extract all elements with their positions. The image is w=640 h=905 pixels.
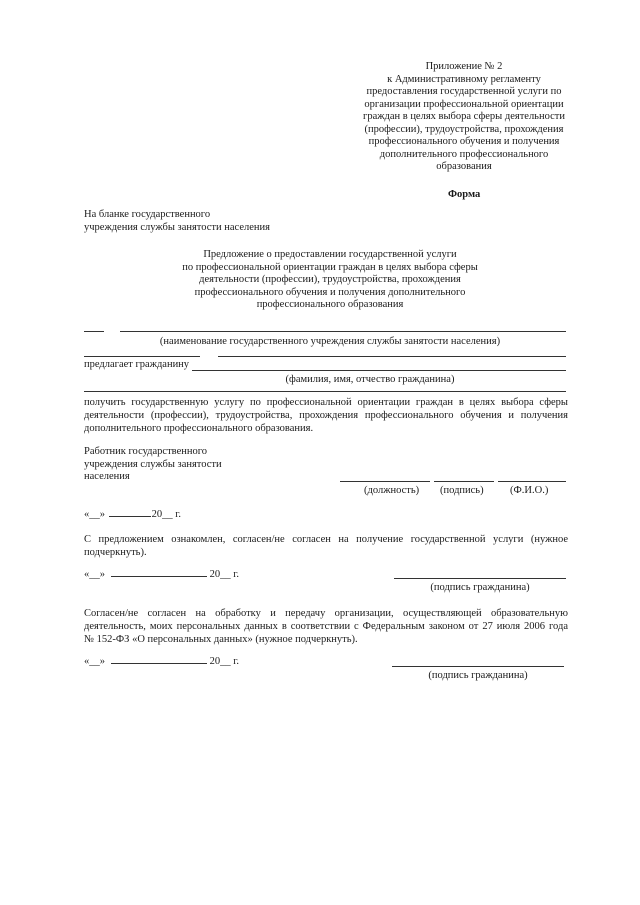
citizen-signature-caption-2: (подпись гражданина): [428, 670, 528, 681]
appendix-line: дополнительного профессионального: [379, 148, 549, 160]
worker-fio-blank: [498, 481, 566, 482]
title-line: профессионального обучения и получения дополнительного: [194, 286, 466, 298]
offers-blank-top-right: [218, 356, 566, 357]
agreement-2-line: Согласен/не согласен на обработку и передачу организации, осуществляющей образовательную: [84, 608, 568, 619]
document-title: [140, 249, 520, 312]
worker-fio-caption: (Ф.И.О.): [510, 485, 549, 496]
agreement-1: [84, 533, 568, 559]
citizen-signature-blank-1: [394, 578, 566, 579]
agreement-1-line: С предложением ознакомлен, согласен/не согласен на получение государственной услуги (нужное: [84, 534, 568, 545]
agreement-2: [84, 607, 568, 646]
appendix-line: предоставления государственной услуги по: [366, 86, 562, 97]
worker-signature-blank: [434, 481, 494, 482]
date-day: «__»: [84, 569, 105, 580]
worker-position-caption: (должность): [364, 485, 420, 496]
form-label: Форма: [448, 189, 481, 200]
date-1: [84, 509, 181, 522]
worker-block: [84, 446, 222, 484]
date-year-prefix: 20: [209, 569, 221, 580]
appendix-block: [352, 61, 576, 174]
offers-label: предлагает гражданину: [84, 359, 190, 370]
worker-line: учреждения службы занятости: [84, 458, 222, 470]
agreement-2-line: деятельность, моих персональных данных в соответствии с Федеральным законом от 27 июля 2006 года: [84, 621, 568, 632]
date-year-suffix: __ г.: [162, 509, 181, 520]
date-day: «__»: [84, 509, 105, 520]
fio-caption: (фамилия, имя, отчество гражданина): [285, 374, 455, 385]
letterhead: [84, 209, 270, 234]
institution-caption: (наименование государственного учреждения службы занятости населения): [159, 336, 501, 347]
date-month-blank: [111, 576, 207, 577]
citizen-name-blank: [192, 370, 566, 371]
date-year-prefix: 20: [151, 509, 163, 520]
letterhead-line: учреждения службы занятости населения: [84, 221, 270, 233]
offers-blank-top-left: [84, 356, 200, 357]
worker-position-blank: [340, 481, 430, 482]
agreement-1-line: подчеркнуть).: [84, 547, 147, 558]
title-line: профессионального образования: [256, 299, 404, 310]
service-text-line: дополнительного профессионального образования.: [84, 423, 314, 434]
agreement-2-line: № 152-ФЗ «О персональных данных» (нужное подчеркнуть).: [84, 634, 358, 645]
date-year-suffix: __ г.: [220, 656, 239, 667]
institution-blank-short: [84, 331, 104, 332]
service-text: [84, 396, 568, 435]
appendix-line: к Административному регламенту: [387, 73, 541, 85]
appendix-line: профессионального обучения и получения: [368, 136, 560, 147]
service-text-line: деятельности (профессии), трудоустройства, прохождения профессионального обучения и получения: [84, 410, 568, 421]
appendix-line: образования: [436, 161, 492, 172]
date-3: [84, 656, 239, 669]
appendix-line: (профессии), трудоустройства, прохождения: [364, 123, 564, 135]
appendix-line: организации профессиональной ориентации: [364, 98, 564, 110]
title-line: Предложение о предоставлении государственной услуги: [203, 249, 457, 260]
date-year-prefix: 20: [209, 656, 221, 667]
worker-signature-caption: (подпись): [440, 485, 484, 496]
date-2: [84, 569, 239, 582]
appendix-line: граждан в целях выбора сферы деятельности: [363, 111, 565, 122]
institution-blank: [120, 331, 566, 332]
appendix-line: Приложение № 2: [425, 61, 503, 72]
worker-line: Работник государственного: [84, 446, 208, 457]
date-month-blank: [109, 516, 151, 517]
citizen-signature-blank-2: [392, 666, 564, 667]
date-day: «__»: [84, 656, 105, 667]
service-text-line: получить государственную услугу по профессиональной ориентации граждан в целях выбора сферы: [84, 397, 568, 408]
date-year-suffix: __ г.: [220, 569, 239, 580]
title-line: деятельности (профессии), трудоустройства, прохождения: [199, 274, 461, 285]
citizen-signature-caption-1: (подпись гражданина): [430, 582, 530, 593]
worker-line: населения: [84, 471, 130, 482]
citizen-name-blank-2: [84, 391, 566, 392]
letterhead-line: На бланке государственного: [84, 209, 211, 220]
title-line: по профессиональной ориентации граждан в целях выбора сферы: [182, 261, 478, 273]
date-month-blank: [111, 663, 207, 664]
